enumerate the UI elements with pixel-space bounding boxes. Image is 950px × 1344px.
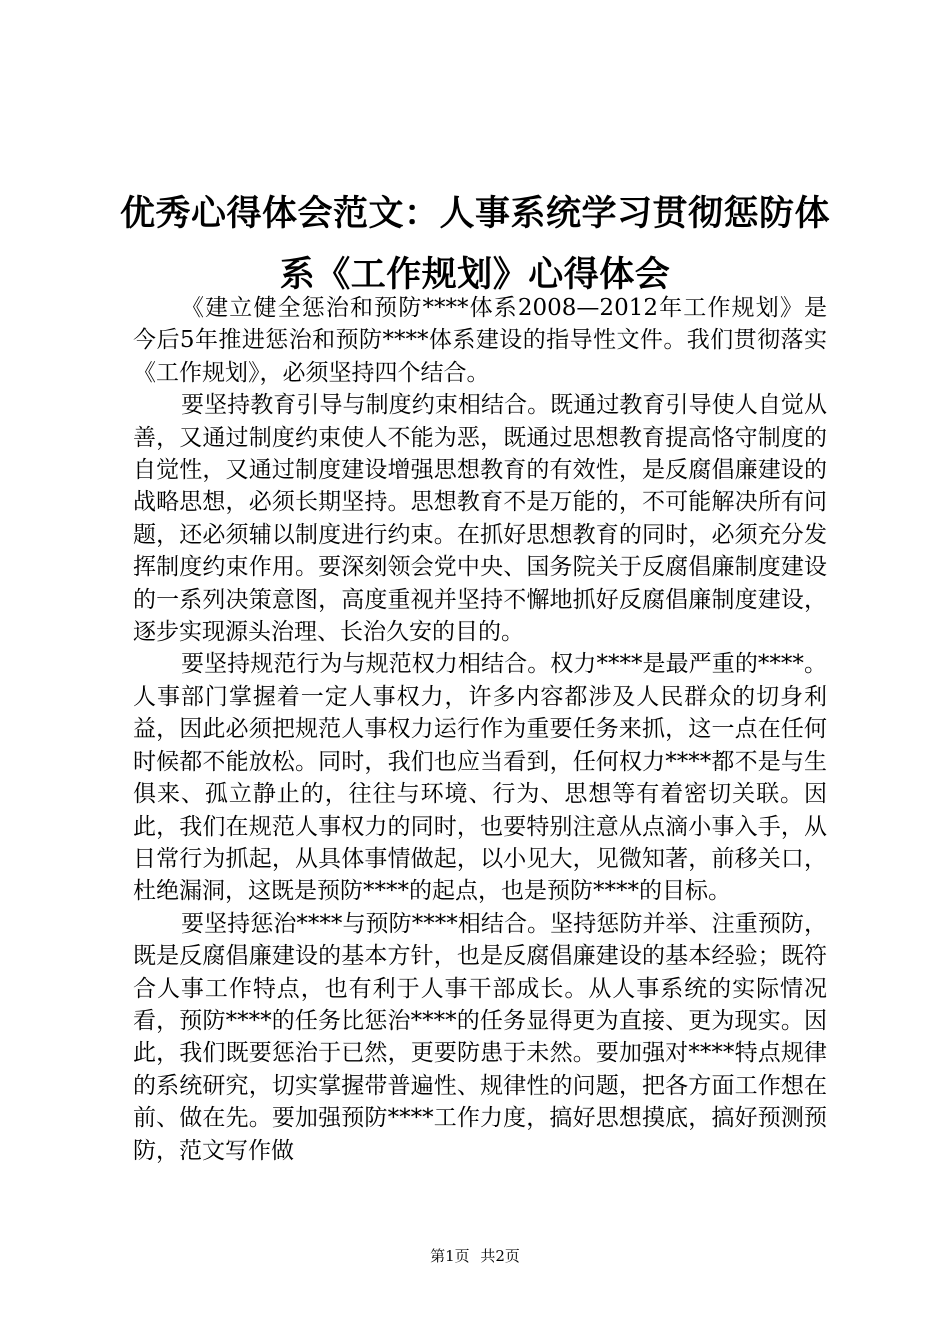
title-line-1: 优秀心得体会范文：人事系统学习贯彻惩防体 — [119, 193, 830, 234]
paragraph-behavior-and-power: 要坚持规范行为与规范权力相结合。权力****是最严重的****。人事部门掌握着一定人事权力，许多内容都涉及人民群众的切身利益，因此必须把规范人事权力运行作为重要任务来抓，这一点在任何时候都不能放松。同时，我们也应当看到，任何权力****都不是与生俱来、孤立静止的，往往与环境、行为、思想等有着密切关联。因此，我们在规范人事权力的同时，也要特别注意从点滴小事入手，从日常行为抓起，从具体事情做起，以小见大，见微知著，前移关口，杜绝漏洞，这既是预防****的起点，也是预防****的目标。 — [133, 651, 827, 905]
document-title — [100, 183, 850, 305]
document-body — [133, 292, 827, 1167]
paragraph-intro: 《建立健全惩治和预防****体系2008—2012年工作规划》是今后5年推进惩治和预防****体系建设的指导性文件。我们贯彻落实《工作规划》，必须坚持四个结合。 — [133, 295, 827, 386]
paragraph-punish-and-prevent: 要坚持惩治****与预防****相结合。坚持惩防并举、注重预防，既是反腐倡廉建设的基本方针，也是反腐倡廉建设的基本经验；既符合人事工作特点，也有利于人事干部成长。从人事系统的实际情况看，预防****的任务比惩治****的任务显得更为直接、更为现实。因此，我们既要惩治于已然，更要防患于未然。要加强对****特点规律的系统研究，切实掌握带普遍性、规律性的问题，把各方面工作想在前、做在先。要加强预防****工作力度，搞好思想摸底，搞好预测预防，范文写作做 — [133, 910, 827, 1164]
title-line-2: 系《工作规划》心得体会 — [279, 254, 671, 295]
page-number: 第1页 — [430, 1247, 470, 1265]
page-footer — [0, 1245, 950, 1266]
paragraph-education-and-system: 要坚持教育引导与制度约束相结合。既通过教育引导使人自觉从善，又通过制度约束使人不能为恶，既通过思想教育提高恪守制度的自觉性，又通过制度建设增强思想教育的有效性，是反腐倡廉建设的战略思想，必须长期坚持。思想教育不是万能的，不可能解决所有问题，还必须辅以制度进行约束。在抓好思想教育的同时，必须充分发挥制度约束作用。要深刻领会党中央、国务院关于反腐倡廉制度建设的一系列决策意图，高度重视并坚持不懈地抓好反腐倡廉制度建设，逐步实现源头治理、长治久安的目的。 — [133, 392, 827, 646]
page-total: 共2页 — [480, 1247, 520, 1265]
